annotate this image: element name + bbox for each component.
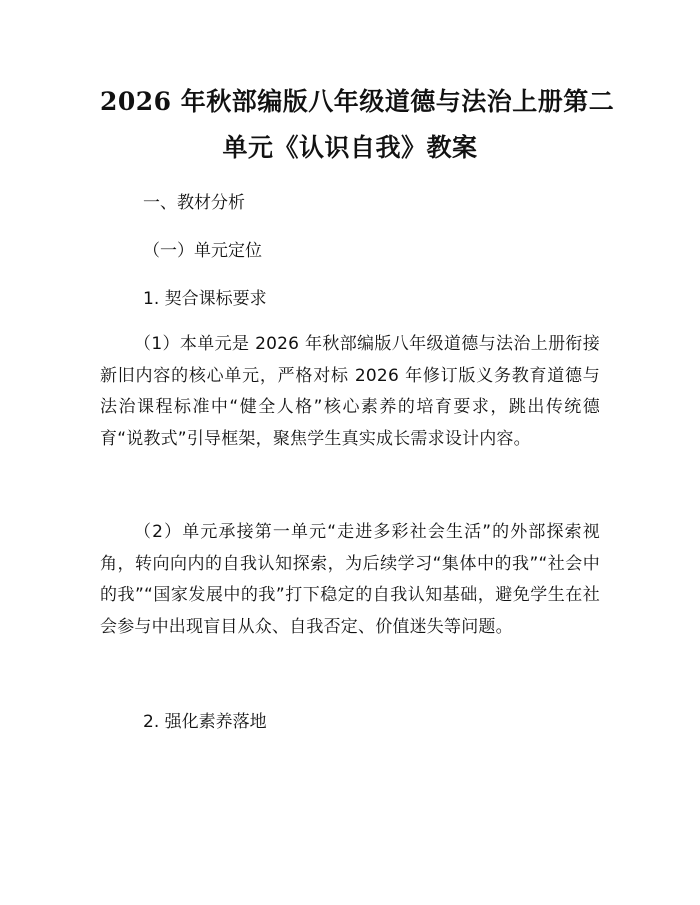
document-title-line-1: 2026 年秋部编版八年级道德与法治上册第二 [100,87,615,116]
subsection-heading-unit-positioning: （一）单元定位 [143,241,262,261]
item-heading-literacy-implementation: 2. 强化素养落地 [143,712,267,732]
item-heading-curriculum-standards: 1. 契合课标要求 [143,289,267,309]
section-heading-textbook-analysis: 一、教材分析 [143,193,245,213]
paragraph-2: （2）单元承接第一单元“走进多彩社会生活”的外部探索视角，转向向内的自我认知探索，为后续学习“集体中的我”“社会中的我”“国家发展中的我”打下稳定的自我认知基础，避免学生在社会参与中出现盲目从众、自我否定、价值迷失等问题。 [100,522,600,637]
document-title-line-2: 单元《认识自我》教案 [222,133,478,162]
paragraph-1: （1）本单元是 2026 年秋部编版八年级道德与法治上册衔接新旧内容的核心单元，严格对标 2026 年修订版义务教育道德与法治课程标准中“健全人格”核心素养的培育要求，跳出传统德育“说教式”引导框架，聚焦学生真实成长需求设计内容。 [100,334,600,449]
